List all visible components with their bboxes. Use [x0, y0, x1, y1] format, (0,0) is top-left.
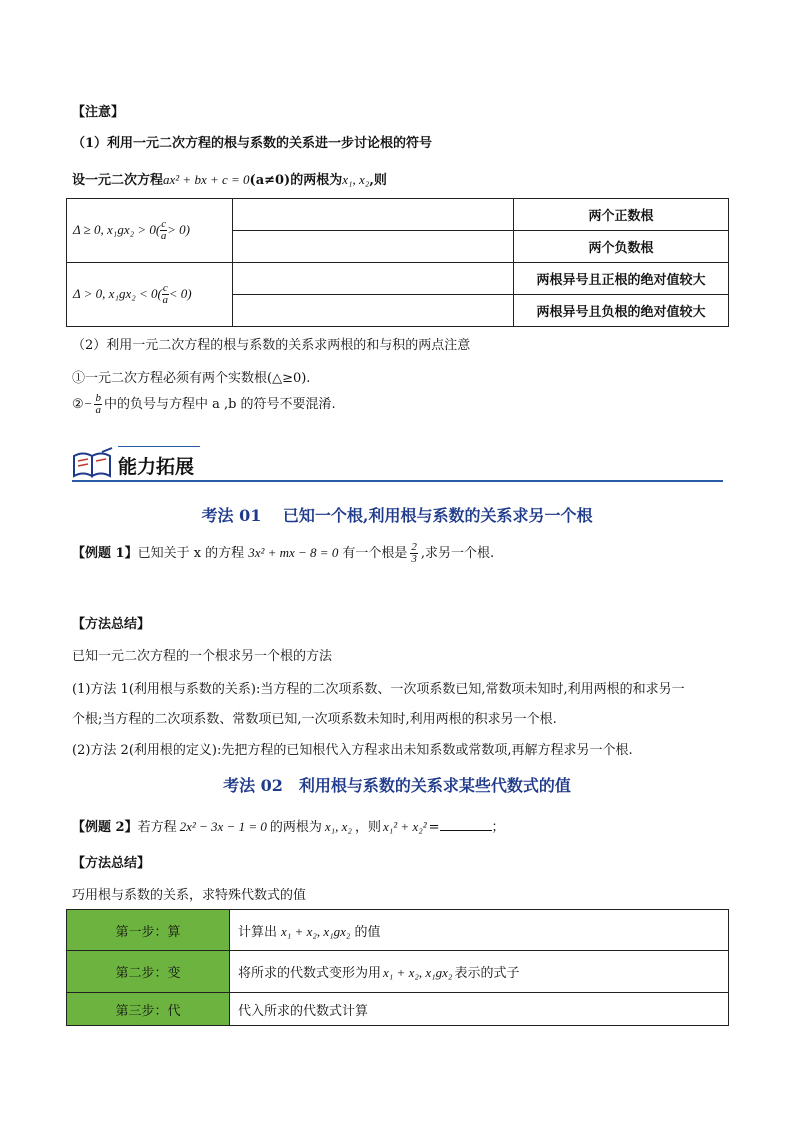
result-two-negative: 两个负数根: [514, 231, 729, 263]
result-negative-larger: 两根异号且负根的绝对值较大: [514, 295, 729, 327]
method-1-summary-line-3: 个根;当方程的二次项系数、常数项已知,一次项系数未知时,利用两根的积求另一个根.: [72, 712, 557, 727]
steps-table: [66, 909, 729, 1026]
result-positive-larger: 两根异号且正根的绝对值较大: [514, 263, 729, 295]
note-setup: 设一元二次方程ax² + bx + c = 0(a≠0)的两根为x₁, x₂,则: [72, 172, 387, 188]
method-2-summary-label: 【方法总结】: [72, 856, 151, 871]
result-two-positive: 两个正数根: [514, 199, 729, 231]
condition-negative-product: Δ > 0, x₁gx₂ < 0( $\frac{c}{a}$ < 0): [67, 263, 233, 327]
method-2-title: 考法 02 利用根与系数的关系求某些代数式的值: [223, 776, 571, 795]
blank-cell: [233, 199, 514, 231]
method-1-summary-line-4: (2)方法 2(利用根的定义):先把方程的已知根代入方程求出未知系数或常数项,再解方程求另一个根.: [72, 743, 633, 758]
example-1: 【例题 1】已知关于 x 的方程 3x² + mx − 8 = 0 有一个根是 $\frac{2}{3}$ ,求另一个根.: [72, 541, 495, 565]
note-point-2: ②− $\frac{b}{a}$ 中的负号与方程中 a ,b 的符号不要混淆.: [72, 392, 336, 416]
blank-cell: [233, 231, 514, 263]
step-3-content: 代入所求的代数式计算: [230, 993, 729, 1026]
note-item-1: （1）利用一元二次方程的根与系数的关系进一步讨论根的符号: [72, 136, 433, 151]
answer-blank: [440, 818, 492, 831]
condition-positive-product: Δ ≥ 0, x₁gx₂ > 0( $\frac{c}{a}$ > 0): [67, 199, 233, 263]
note-heading: 【注意】: [72, 105, 125, 120]
section-title: 能力拓展: [118, 456, 195, 478]
method-1-title: 考法 01 已知一个根,利用根与系数的关系求另一个根: [201, 506, 593, 525]
root-sign-table: [66, 198, 729, 327]
book-pen-icon: [72, 446, 114, 480]
step-1-label: 第一步：算: [67, 910, 230, 951]
method-1-summary-label: 【方法总结】: [72, 617, 151, 632]
method-2-summary-line-1: 巧用根与系数的关系，求特殊代数式的值: [72, 888, 307, 903]
note-item-2: （2）利用一元二次方程的根与系数的关系求两根的和与积的两点注意: [72, 338, 471, 353]
blank-cell: [233, 263, 514, 295]
step-1-content: 计算出 x₁ + x₂, x₁gx₂ 的值: [230, 910, 729, 951]
section-top-rule: [118, 446, 200, 447]
step-2-content: 将所求的代数式变形为用 x₁ + x₂, x₁gx₂ 表示的式子: [230, 951, 729, 993]
section-rule: [72, 480, 723, 482]
method-1-summary-line-2: (1)方法 1(利用根与系数的关系):当方程的二次项系数、一次项系数已知,常数项未知时,利用两根的和求另一: [72, 682, 685, 697]
example-2: 【例题 2】若方程 2x² − 3x − 1 = 0 的两根为 x₁, x₂ ，则 x₁² + x₂² = ；: [72, 819, 505, 835]
note-point-1: ①一元二次方程必须有两个实数根(△≥0).: [72, 371, 311, 386]
step-3-label: 第三步：代: [67, 993, 230, 1026]
method-1-summary-line-1: 已知一元二次方程的一个根求另一个根的方法: [72, 649, 333, 664]
blank-cell: [233, 295, 514, 327]
step-2-label: 第二步：变: [67, 951, 230, 993]
